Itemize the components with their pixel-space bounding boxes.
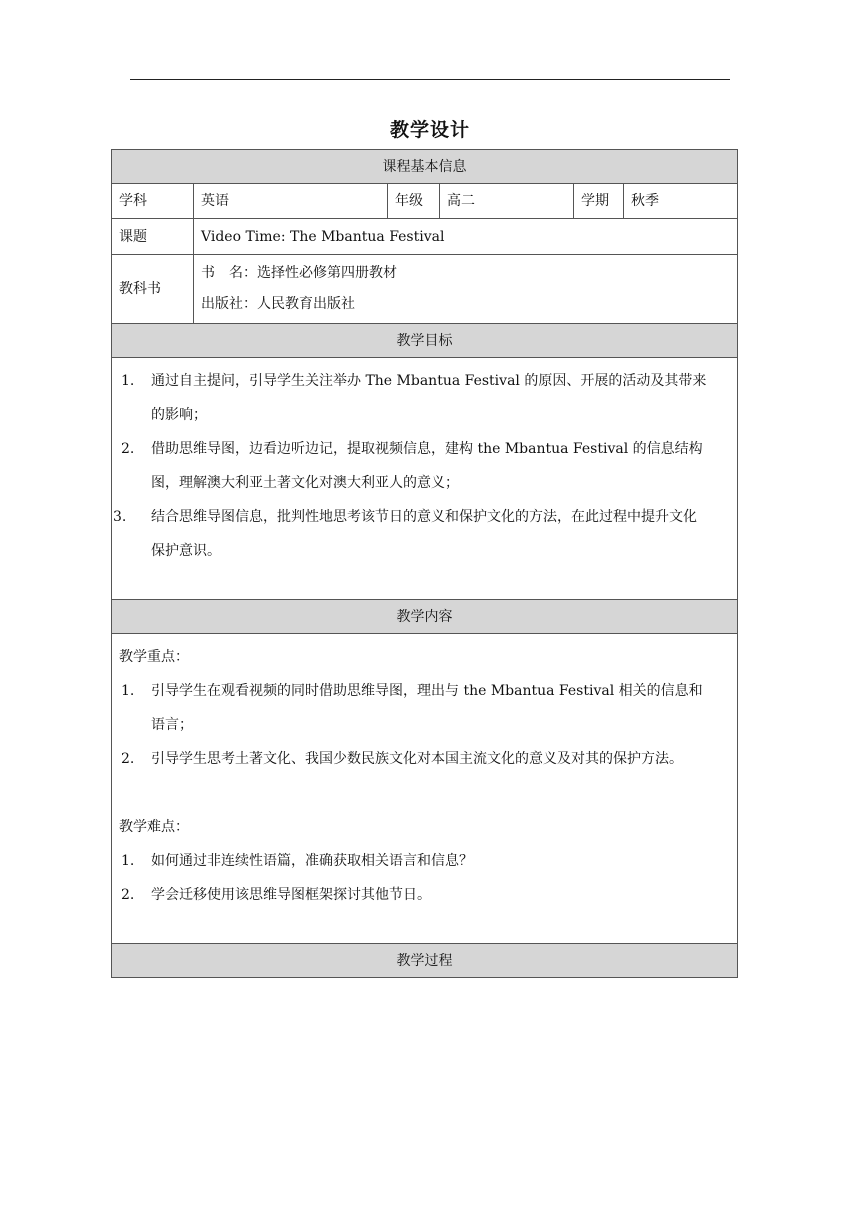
content-section-header: 教学内容	[112, 600, 738, 634]
goal-text-line: 借助思维导图，边看边听边记，提取视频信息，建构 the Mbantua Festival 的信息结构	[151, 441, 703, 457]
goal-number: 3.	[113, 509, 127, 525]
term-value: 秋季	[624, 184, 738, 219]
lesson-plan-table	[111, 149, 738, 978]
goal-number: 2.	[121, 441, 135, 457]
subject-value: 英语	[194, 184, 388, 219]
goal-text-line: 结合思维导图信息，批判性地思考该节日的意义和保护文化的方法，在此过程中提升文化	[151, 509, 697, 525]
term-label: 学期	[574, 184, 624, 219]
goal-text-line: 图，理解澳大利亚土著文化对澳大利亚人的意义；	[151, 475, 459, 491]
difficult-point-text: 如何通过非连续性语篇，准确获取相关语言和信息？	[151, 853, 473, 869]
content-list	[112, 634, 738, 944]
document-title: 教学设计	[389, 119, 470, 141]
spacer	[119, 776, 730, 810]
goal-text-line: 通过自主提问，引导学生关注举办 The Mbantua Festival 的原因、开展的活动及其带来	[151, 373, 707, 389]
content-row	[112, 634, 738, 944]
basic-info-row	[112, 184, 738, 219]
grade-value: 高二	[440, 184, 574, 219]
key-point-text-line: 引导学生思考土著文化、我国少数民族文化对本国主流文化的意义及对其的保护方法。	[151, 751, 683, 767]
textbook-publisher: 出版社：人民教育出版社	[201, 296, 355, 312]
key-point-number: 1.	[121, 683, 135, 699]
goal-text-line: 保护意识。	[151, 543, 221, 559]
topic-row	[112, 219, 738, 255]
textbook-name: 书 名：选择性必修第四册教材	[201, 265, 397, 281]
goals-row	[112, 358, 738, 600]
goals-list	[112, 358, 738, 600]
difficult-point-number: 2.	[121, 887, 135, 903]
textbook-row	[112, 255, 738, 324]
goals-section-row	[112, 324, 738, 358]
process-section-header: 教学过程	[112, 944, 738, 978]
key-point-text-line: 语言；	[151, 717, 193, 733]
header-rule	[130, 79, 730, 80]
textbook-details	[194, 255, 738, 324]
textbook-label: 教科书	[112, 255, 194, 324]
basic-info-section-row	[112, 150, 738, 184]
key-point-number: 2.	[121, 751, 135, 767]
topic-value: Video Time: The Mbantua Festival	[194, 219, 738, 255]
difficult-point-number: 1.	[121, 853, 135, 869]
content-section-row	[112, 600, 738, 634]
difficult-points-heading: 教学难点：	[119, 819, 189, 835]
topic-label: 课题	[112, 219, 194, 255]
goal-text-line: 的影响；	[151, 407, 207, 423]
key-point-text-line: 引导学生在观看视频的同时借助思维导图，理出与 the Mbantua Festival 相关的信息和	[151, 683, 703, 699]
basic-info-section-header: 课程基本信息	[112, 150, 738, 184]
key-points-heading: 教学重点：	[119, 649, 189, 665]
goal-number: 1.	[121, 373, 135, 389]
difficult-point-item	[119, 844, 730, 878]
difficult-point-item	[119, 878, 730, 912]
grade-label: 年级	[388, 184, 440, 219]
subject-label: 学科	[112, 184, 194, 219]
goal-item	[119, 432, 730, 500]
process-section-row	[112, 944, 738, 978]
goal-item	[119, 364, 730, 432]
key-point-item	[119, 742, 730, 776]
key-point-item	[119, 674, 730, 742]
goals-section-header: 教学目标	[112, 324, 738, 358]
goal-item	[107, 500, 730, 568]
difficult-point-text: 学会迁移使用该思维导图框架探讨其他节日。	[151, 887, 431, 903]
